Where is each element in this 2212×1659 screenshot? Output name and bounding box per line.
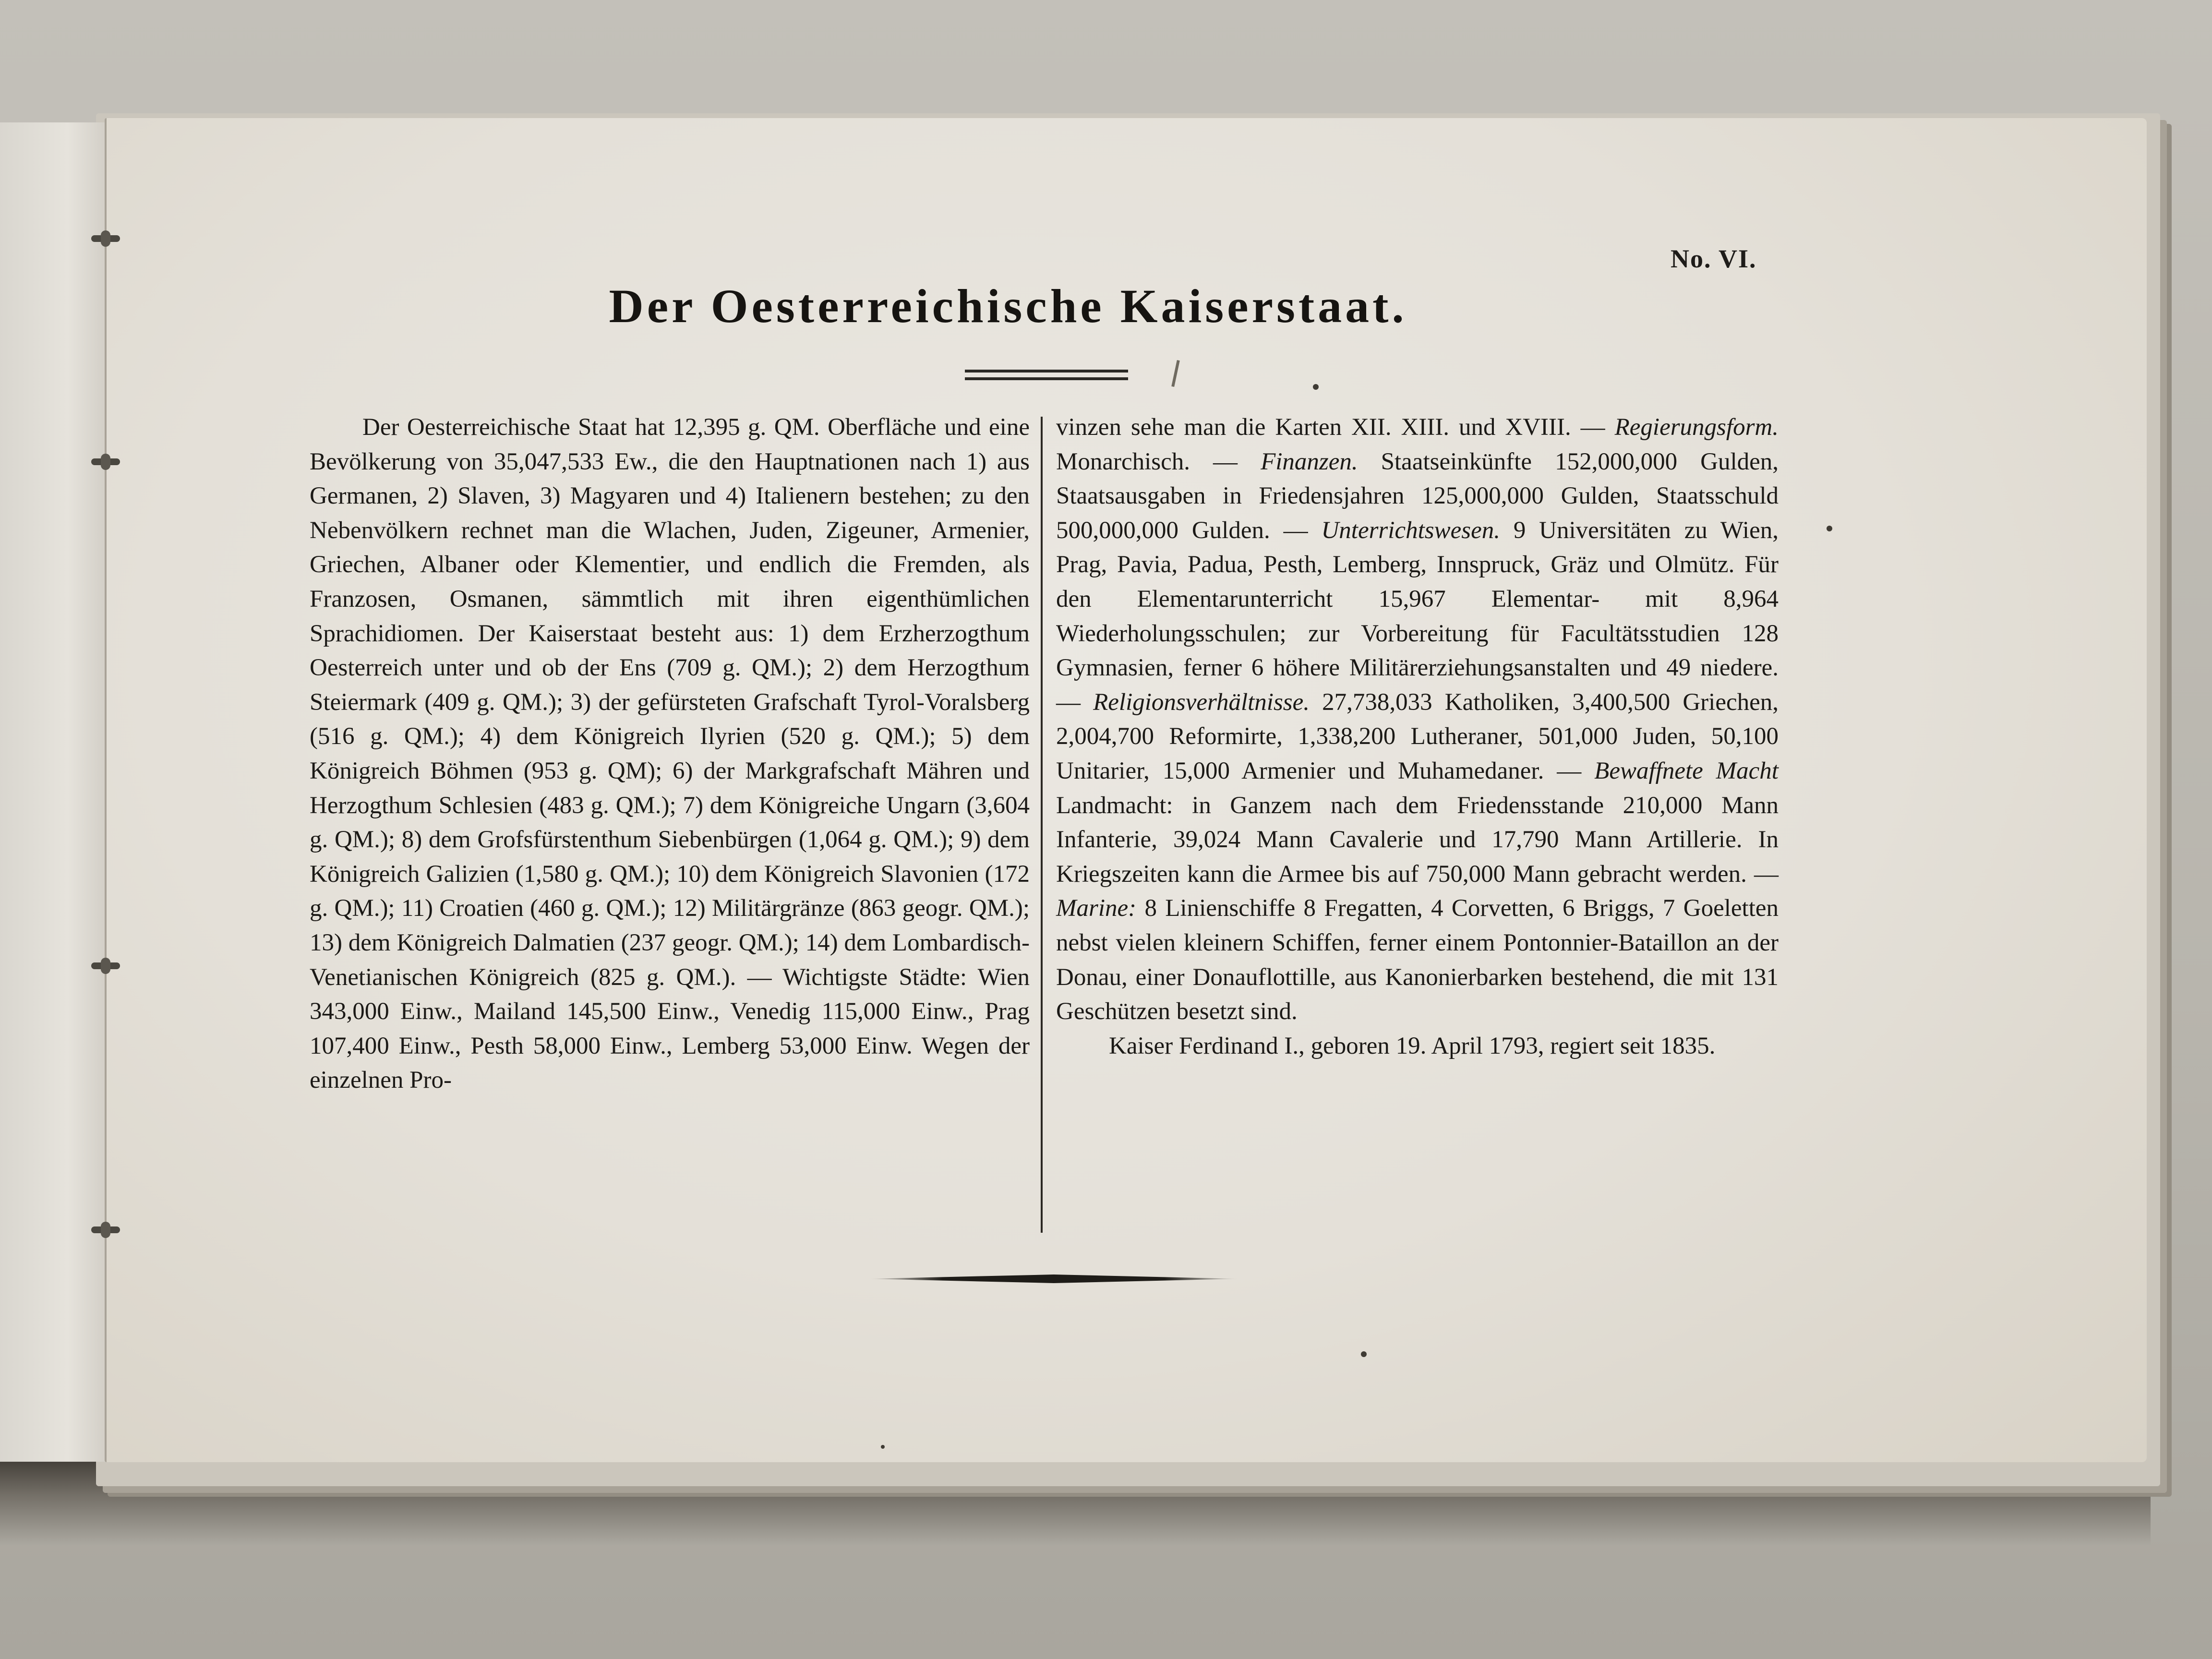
text-run: vinzen sehe man die Karten XII. XIII. und XVIII. — — [1056, 414, 1615, 441]
body-paragraph — [1056, 410, 1779, 1029]
title-double-rule — [965, 370, 1128, 380]
section-heading-finanzen: Finanzen. — [1261, 448, 1358, 475]
text-run: Landmacht: in Ganzem nach dem Friedensstande 210,000 Mann Infanterie, 39,024 Mann Cavalerie und 17,790 Mann Artillerie. In Kriegszeiten kann die Armee bis auf 750,000 Mann gebracht werden. — — [1056, 792, 1779, 888]
ink-speck — [881, 1445, 885, 1449]
text-run: 27,738,033 Katholiken, 3,400,500 Griechen, 2,004,700 Reformirte, 1,338,200 Lutheraner, 501,000 Juden, 50,100 Unitarier, 15,000 Armenier und Muhamedaner. — — [1056, 688, 1779, 784]
page-number: No. VI. — [1671, 244, 1757, 273]
text-run: Monarchisch. — — [1056, 448, 1261, 475]
section-heading-bewaffnete-macht: Bewaffnete Macht — [1594, 757, 1779, 784]
page-title: Der Oesterreichische Kaiserstaat. — [609, 279, 1407, 333]
text-run: Staatseinkünfte 152,000,000 Gulden, Staatsausgaben in Friedensjahren 125,000,000 Gulden, Staatsschuld 500,000,000 Gulden. — — [1056, 448, 1779, 544]
right-text-column — [1056, 410, 1779, 1063]
binding-stitch — [91, 1226, 120, 1233]
binding-stitch — [91, 235, 120, 242]
body-paragraph: Der Oesterreichische Staat hat 12,395 g. QM. Oberfläche und eine Bevölkerung von 35,047,533 Ew., die den Hauptnationen nach 1) aus Germanen, 2) Slaven, 3) Magyaren und 4) Italienern bestehen; zu den Nebenvölkern rechnet man die Wlachen, Juden, Zigeuner, Armenier, Griechen, Albaner oder Klementier, und endlich die Fremden, als Franzosen, Osmanen, sämmtlich mit ihren eigenthümlichen Sprachidiomen. Der Kaiserstaat besteht aus: 1) dem Erzherzogthum Oesterreich unter und ob der Ens (709 g. QM.); 2) dem Herzogthum Steiermark (409 g. QM.); 3) der gefürsteten Grafschaft Tyrol-Voralsberg (516 g. QM.); 4) dem Königreich Ilyrien (520 g. QM.); 5) dem Königreich Böhmen (953 g. QM); 6) der Markgrafschaft Mähren und Herzogthum Schlesien (483 g. QM.); 7) dem Königreiche Ungarn (3,604 g. QM.); 8) dem Grofsfürstenthum Siebenbürgen (1,064 g. QM.); 9) dem Königreich Galizien (1,580 g. QM.); 10) dem Königreich Slavonien (172 g. QM.); 11) Croatien (460 g. QM.); 12) Militärgränze (863 geogr. QM.); 13) dem Königreich Dalmatien (237 geogr. QM.); 14) dem Lombardisch-Venetianischen Königreich (825 g. QM.). — Wichtigste Städte: Wien 343,000 Einw., Mailand 145,500 Einw., Venedig 115,000 Einw., Prag 107,400 Einw., Pesth 58,000 Einw., Lemberg 53,000 Einw. Wegen der einzelnen Pro- — [310, 414, 1030, 1094]
binding-stitch — [91, 962, 120, 969]
text-run: 9 Universitäten zu Wien, Prag, Pavia, Padua, Pesth, Lemberg, Innspruck, Gräz und Olmütz. Für den Elementarunterricht 15,967 Elementar- mit 8,964 Wiederholungsschulen; zur Vorbereitung für Facultätsstudien 128 Gymnasien, ferner 6 höhere Militärerziehungsanstalten und 49 niedere. — — [1056, 517, 1779, 716]
ink-speck — [1361, 1351, 1367, 1357]
left-page-edge — [0, 122, 114, 1462]
section-heading-regierungsform: Regierungsform. — [1614, 414, 1779, 441]
text-run: 8 Linienschiffe 8 Fregatten, 4 Corvetten, 6 Briggs, 7 Goeletten nebst vielen kleinern Schiffen, ferner einem Pontonnier-Bataillon an der Donau, einer Donauflottille, aus Kanonierbarken bestehend, die mit 131 Geschützen besetzt sind. — [1056, 895, 1779, 1025]
section-heading-religionsverhaeltnisse: Religionsverhältnisse. — [1093, 688, 1310, 716]
section-heading-marine: Marine: — [1056, 895, 1137, 922]
left-text-column — [310, 410, 1030, 1098]
ink-speck — [1313, 384, 1319, 390]
ink-speck — [1827, 526, 1832, 531]
binding-stitch — [91, 458, 120, 465]
section-heading-unterrichtswesen: Unterrichtswesen. — [1321, 517, 1500, 544]
closing-paragraph: Kaiser Ferdinand I., geboren 19. April 1793, regiert seit 1835. — [1109, 1032, 1716, 1059]
column-divider — [1041, 417, 1043, 1233]
